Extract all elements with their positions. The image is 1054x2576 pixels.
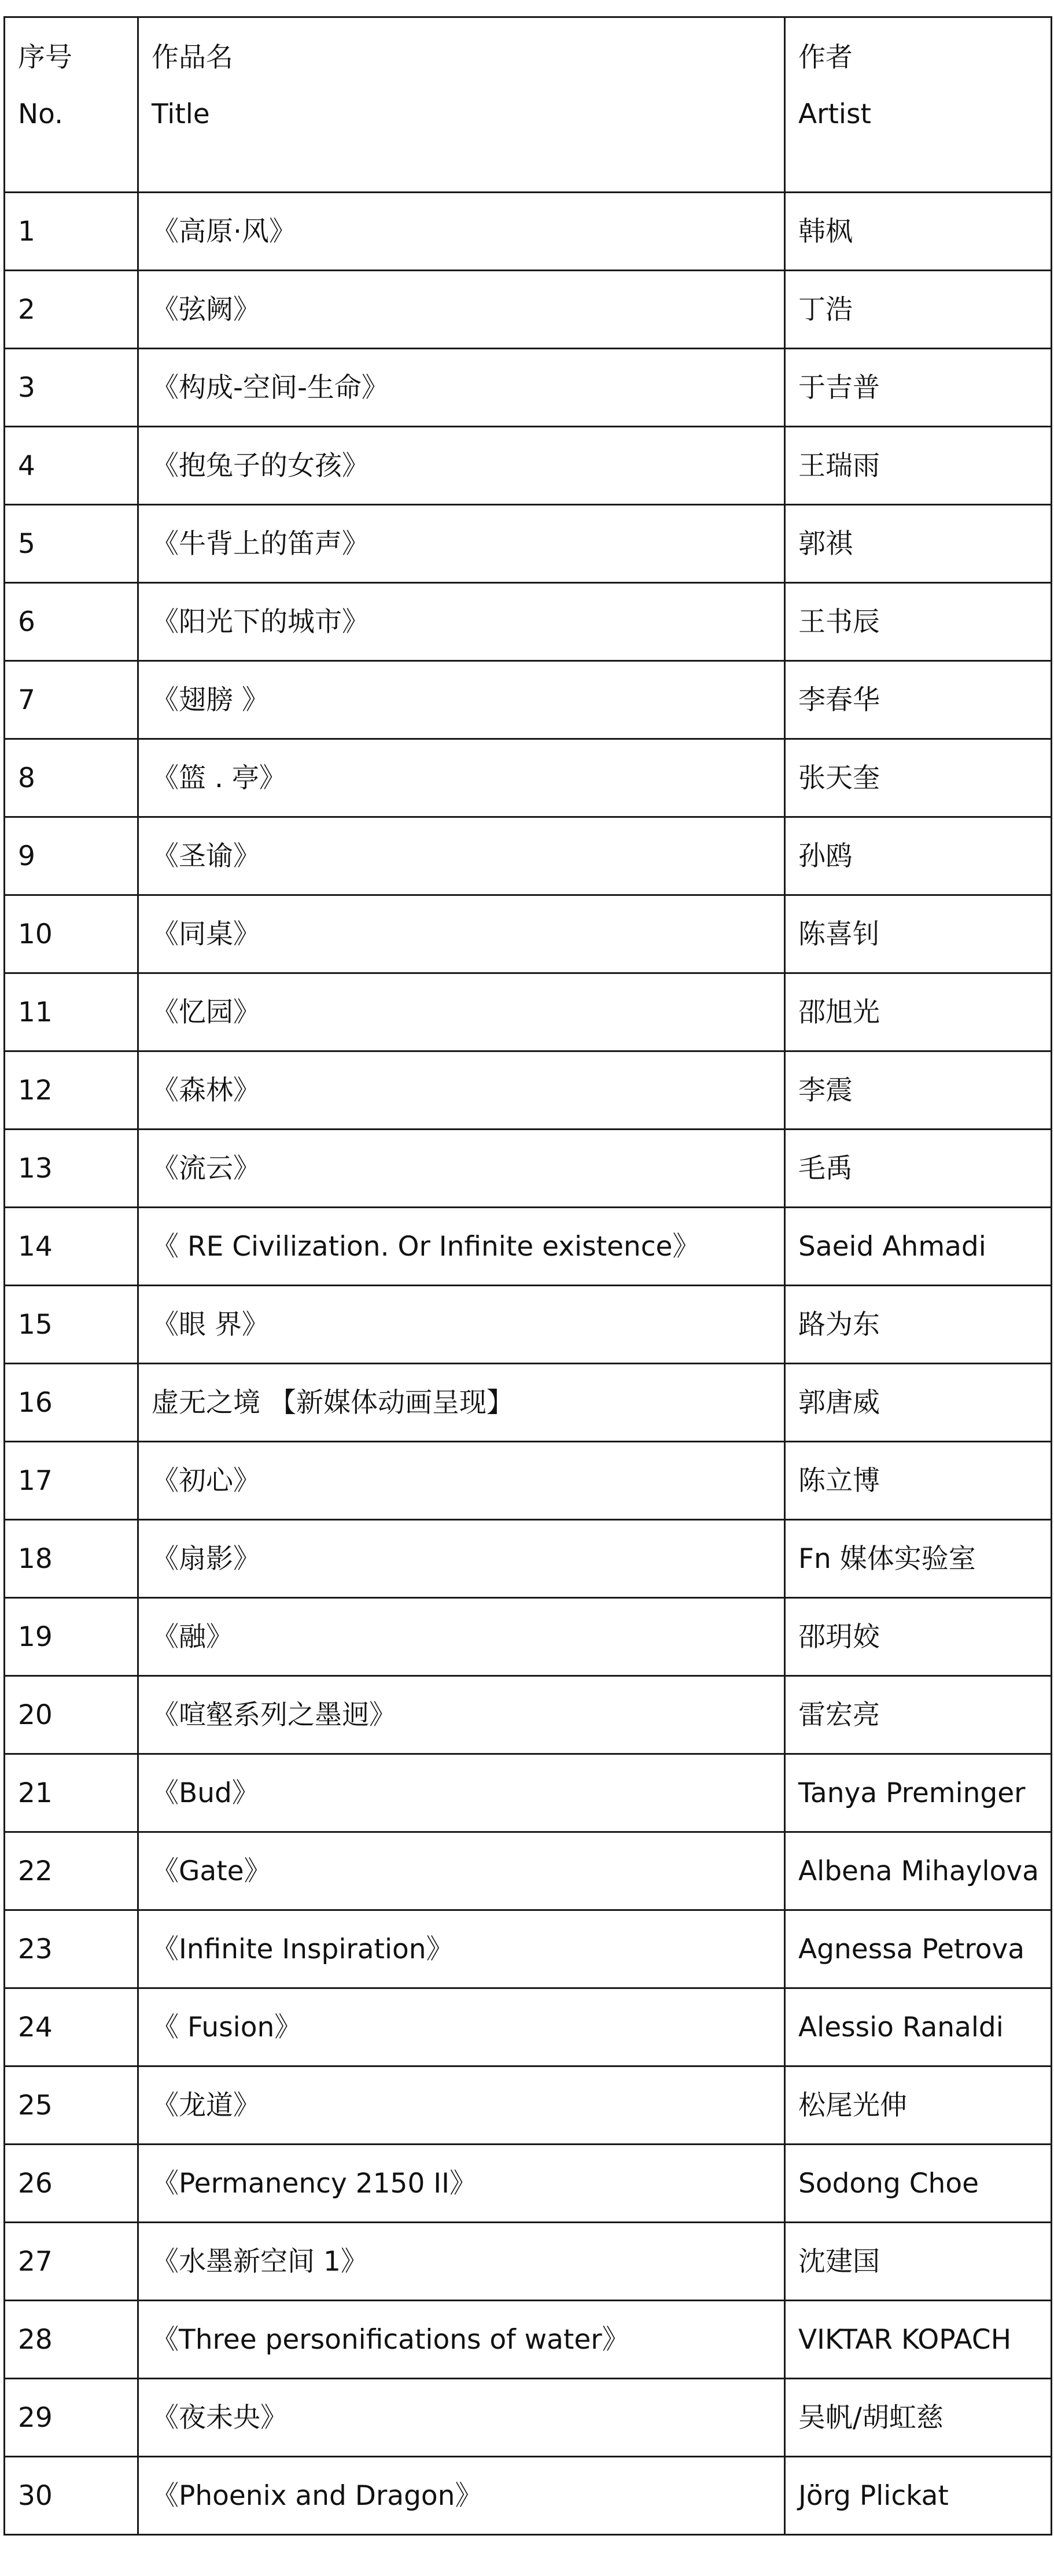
table-row xyxy=(5,1051,1052,1130)
row-title-cell: 《弦阙》 xyxy=(138,271,785,349)
row-artist-cell: Saeid Ahmadi xyxy=(785,1208,1052,1286)
row-title-cell: 《森林》 xyxy=(138,1051,785,1130)
table-row xyxy=(5,1286,1052,1364)
row-number-cell: 18 xyxy=(5,1520,138,1598)
row-number-cell: 1 xyxy=(5,193,138,271)
row-title-cell: 《流云》 xyxy=(138,1130,785,1208)
row-title-cell: 《龙道》 xyxy=(138,2066,785,2145)
row-number-cell: 7 xyxy=(5,661,138,739)
row-title-cell: 《篮 . 亭》 xyxy=(138,739,785,817)
row-title-cell: 《 Fusion》 xyxy=(138,1988,785,2066)
row-artist-cell: Alessio Ranaldi xyxy=(785,1988,1052,2066)
header-title-zh: 作品名 xyxy=(152,42,233,73)
table-row xyxy=(5,1676,1052,1754)
row-title-cell: 《Bud》 xyxy=(138,1754,785,1832)
table-row xyxy=(5,2457,1052,2535)
row-number-cell: 28 xyxy=(5,2301,138,2379)
row-title-cell: 《Gate》 xyxy=(138,1832,785,1910)
artwork-table xyxy=(3,16,1052,2536)
table-row xyxy=(5,1364,1052,1442)
header-number-zh: 序号 xyxy=(18,42,72,73)
row-number-cell: 24 xyxy=(5,1988,138,2066)
table-row xyxy=(5,895,1052,973)
table-row xyxy=(5,1754,1052,1832)
row-number-cell: 25 xyxy=(5,2066,138,2145)
row-artist-cell: VIKTAR KOPACH xyxy=(785,2301,1052,2379)
table-row xyxy=(5,2301,1052,2379)
row-number-cell: 21 xyxy=(5,1754,138,1832)
row-number-cell: 4 xyxy=(5,427,138,505)
table-row xyxy=(5,1910,1052,1988)
row-title-cell: 《夜未央》 xyxy=(138,2379,785,2457)
row-artist-cell: 毛禹 xyxy=(785,1130,1052,1208)
row-artist-cell: 陈喜钊 xyxy=(785,895,1052,973)
row-artist-cell: 孙鸥 xyxy=(785,817,1052,895)
table-body xyxy=(5,193,1052,2535)
row-title-cell: 《阳光下的城市》 xyxy=(138,583,785,661)
row-title-cell: 《喧壑系列之墨迥》 xyxy=(138,1676,785,1754)
table-header xyxy=(5,17,1052,193)
row-number-cell: 30 xyxy=(5,2457,138,2535)
row-number-cell: 19 xyxy=(5,1598,138,1676)
row-title-cell: 《初心》 xyxy=(138,1442,785,1520)
row-title-cell: 《Infinite Inspiration》 xyxy=(138,1910,785,1988)
row-title-cell: 《翅膀 》 xyxy=(138,661,785,739)
row-number-cell: 15 xyxy=(5,1286,138,1364)
table-row xyxy=(5,2145,1052,2223)
row-number-cell: 9 xyxy=(5,817,138,895)
row-artist-cell: 路为东 xyxy=(785,1286,1052,1364)
row-artist-cell: 郭唐威 xyxy=(785,1364,1052,1442)
row-title-cell: 《水墨新空间 1》 xyxy=(138,2223,785,2301)
table-row xyxy=(5,973,1052,1051)
row-artist-cell: 李震 xyxy=(785,1051,1052,1130)
row-number-cell: 26 xyxy=(5,2145,138,2223)
row-title-cell: 《牛背上的笛声》 xyxy=(138,505,785,583)
row-number-cell: 2 xyxy=(5,271,138,349)
table-row xyxy=(5,1208,1052,1286)
header-row xyxy=(5,17,1052,193)
row-artist-cell: 王瑞雨 xyxy=(785,427,1052,505)
row-title-cell: 《抱兔子的女孩》 xyxy=(138,427,785,505)
row-number-cell: 17 xyxy=(5,1442,138,1520)
row-title-cell: 《扇影》 xyxy=(138,1520,785,1598)
row-artist-cell: 陈立博 xyxy=(785,1442,1052,1520)
row-artist-cell: Sodong Choe xyxy=(785,2145,1052,2223)
row-number-cell: 22 xyxy=(5,1832,138,1910)
table-row xyxy=(5,739,1052,817)
table-row xyxy=(5,1130,1052,1208)
row-title-cell: 《Phoenix and Dragon》 xyxy=(138,2457,785,2535)
header-number-en: No. xyxy=(18,98,64,130)
row-artist-cell: Albena Mihaylova xyxy=(785,1832,1052,1910)
table-row xyxy=(5,1988,1052,2066)
header-title xyxy=(138,17,785,193)
header-artist-en: Artist xyxy=(798,98,871,130)
table-row xyxy=(5,2066,1052,2145)
table-row xyxy=(5,583,1052,661)
row-number-cell: 13 xyxy=(5,1130,138,1208)
header-number xyxy=(5,17,138,193)
row-artist-cell: Jörg Plickat xyxy=(785,2457,1052,2535)
table-row xyxy=(5,1832,1052,1910)
row-title-cell: 虚无之境 【新媒体动画呈现】 xyxy=(138,1364,785,1442)
row-number-cell: 5 xyxy=(5,505,138,583)
row-artist-cell: 吴帆/胡虹慈 xyxy=(785,2379,1052,2457)
row-number-cell: 11 xyxy=(5,973,138,1051)
row-number-cell: 6 xyxy=(5,583,138,661)
row-artist-cell: 雷宏亮 xyxy=(785,1676,1052,1754)
table-row xyxy=(5,1598,1052,1676)
row-number-cell: 23 xyxy=(5,1910,138,1988)
table-row xyxy=(5,817,1052,895)
row-number-cell: 14 xyxy=(5,1208,138,1286)
row-number-cell: 3 xyxy=(5,349,138,427)
row-artist-cell: 于吉普 xyxy=(785,349,1052,427)
header-title-en: Title xyxy=(152,98,210,130)
row-title-cell: 《融》 xyxy=(138,1598,785,1676)
row-number-cell: 29 xyxy=(5,2379,138,2457)
row-artist-cell: 李春华 xyxy=(785,661,1052,739)
row-title-cell: 《同桌》 xyxy=(138,895,785,973)
table-row xyxy=(5,1520,1052,1598)
table-row xyxy=(5,2223,1052,2301)
header-artist xyxy=(785,17,1052,193)
row-artist-cell: 韩枫 xyxy=(785,193,1052,271)
row-number-cell: 8 xyxy=(5,739,138,817)
row-title-cell: 《高原·风》 xyxy=(138,193,785,271)
row-number-cell: 16 xyxy=(5,1364,138,1442)
row-title-cell: 《眼 界》 xyxy=(138,1286,785,1364)
row-artist-cell: 松尾光伸 xyxy=(785,2066,1052,2145)
table-row xyxy=(5,2379,1052,2457)
row-number-cell: 12 xyxy=(5,1051,138,1130)
row-artist-cell: Fn 媒体实验室 xyxy=(785,1520,1052,1598)
row-title-cell: 《Three personifications of water》 xyxy=(138,2301,785,2379)
row-artist-cell: Agnessa Petrova xyxy=(785,1910,1052,1988)
table-row xyxy=(5,349,1052,427)
row-artist-cell: Tanya Preminger xyxy=(785,1754,1052,1832)
row-artist-cell: 郭祺 xyxy=(785,505,1052,583)
row-artist-cell: 沈建国 xyxy=(785,2223,1052,2301)
row-artist-cell: 邵玥姣 xyxy=(785,1598,1052,1676)
row-title-cell: 《圣谕》 xyxy=(138,817,785,895)
row-artist-cell: 张天奎 xyxy=(785,739,1052,817)
row-title-cell: 《Permanency 2150 II》 xyxy=(138,2145,785,2223)
table-row xyxy=(5,661,1052,739)
row-number-cell: 20 xyxy=(5,1676,138,1754)
row-title-cell: 《 RE Civilization. Or Infinite existence》 xyxy=(138,1208,785,1286)
row-number-cell: 27 xyxy=(5,2223,138,2301)
table-row xyxy=(5,193,1052,271)
row-artist-cell: 王书辰 xyxy=(785,583,1052,661)
table-row xyxy=(5,271,1052,349)
row-title-cell: 《构成-空间-生命》 xyxy=(138,349,785,427)
row-title-cell: 《忆园》 xyxy=(138,973,785,1051)
row-artist-cell: 邵旭光 xyxy=(785,973,1052,1051)
row-number-cell: 10 xyxy=(5,895,138,973)
table-row xyxy=(5,505,1052,583)
table-row xyxy=(5,427,1052,505)
header-artist-zh: 作者 xyxy=(798,42,853,73)
table-row xyxy=(5,1442,1052,1520)
row-artist-cell: 丁浩 xyxy=(785,271,1052,349)
